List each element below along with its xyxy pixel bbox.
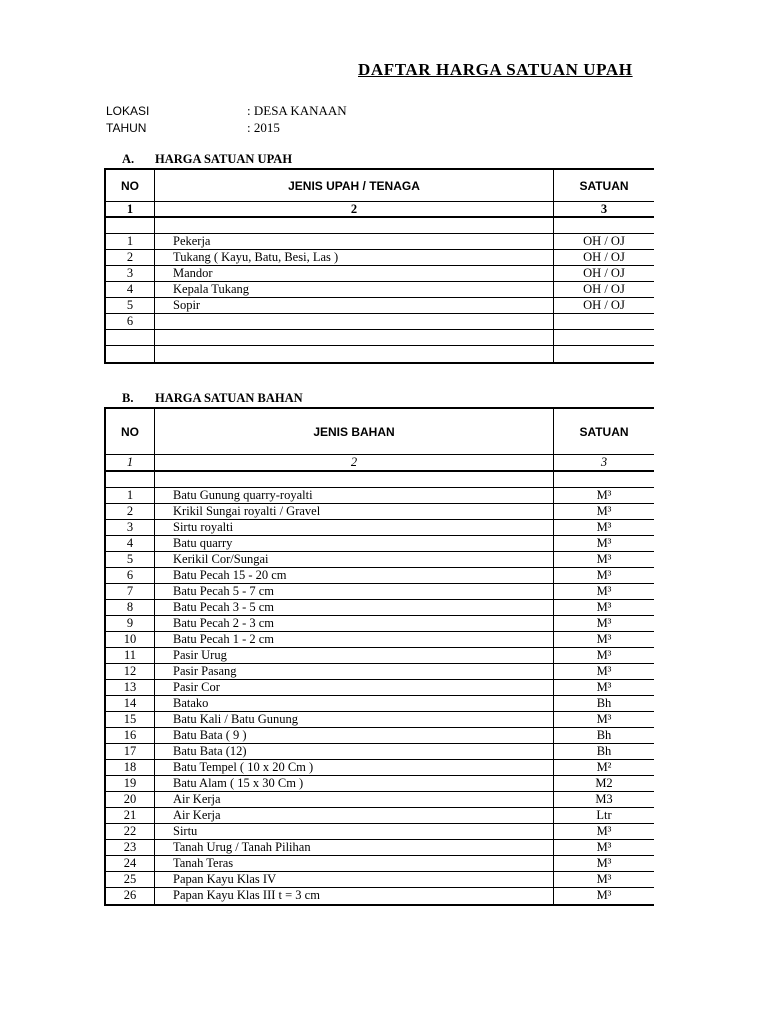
row-number: 2 [106,504,155,519]
row-name: Batu Pecah 2 - 3 cm [155,616,554,631]
table-row [106,792,654,808]
row-number: 17 [106,744,155,759]
table-row [106,520,654,536]
col-header-name: JENIS BAHAN [155,409,554,454]
row-unit: Bh [596,744,612,758]
row-number: 6 [106,314,155,329]
row-unit: M³ [596,824,612,838]
row-name: Kerikil Cor/Sungai [155,552,554,567]
row-number: 19 [106,776,155,791]
row-unit [554,314,654,329]
row-name: Batu Kali / Batu Gunung [155,712,554,727]
row-unit [554,346,654,362]
row-number: 4 [106,536,155,551]
row-unit: M³ [596,536,612,550]
row-name: Tukang ( Kayu, Batu, Besi, Las ) [155,250,554,265]
row-number: 21 [106,808,155,823]
row-number: 12 [106,664,155,679]
row-unit: M3 [595,792,613,806]
row-name [155,330,554,345]
table-header-row [106,409,654,455]
table-row [106,632,654,648]
column-number-row [106,455,654,472]
col-number: 1 [106,202,155,216]
row-number [106,330,155,345]
row-number: 6 [106,568,155,583]
row-number: 14 [106,696,155,711]
table-row [106,616,654,632]
table-row [106,856,654,872]
row-number: 22 [106,824,155,839]
row-name: Krikil Sungai royalti / Gravel [155,504,554,519]
row-unit: M³ [596,504,612,518]
row-name: Air Kerja [155,808,554,823]
row-unit: M³ [596,632,612,646]
table-row [106,696,654,712]
table-row [106,234,654,250]
row-name: Batu Pecah 15 - 20 cm [155,568,554,583]
row-unit: OH / OJ [583,250,625,264]
row-name: Tanah Teras [155,856,554,871]
col-number: 2 [155,202,554,216]
row-number: 13 [106,680,155,695]
table-row [106,872,654,888]
table-row [106,808,654,824]
table-row [106,536,654,552]
table-row [106,346,654,362]
row-unit: M² [596,760,612,774]
row-unit: M³ [596,872,612,886]
table-row [106,584,654,600]
section-letter: B. [122,391,134,405]
wage-rows [106,234,654,362]
row-number: 1 [106,488,155,503]
row-name: Kepala Tukang [155,282,554,297]
row-number: 15 [106,712,155,727]
row-unit [554,330,654,345]
table-row [106,728,654,744]
row-name: Air Kerja [155,792,554,807]
row-number [106,346,155,362]
table-header-row [106,170,654,202]
row-unit: Bh [596,728,612,742]
row-number: 24 [106,856,155,871]
row-name: Batu Bata (12) [155,744,554,759]
row-unit: M³ [596,648,612,662]
meta-label: TAHUN [106,121,147,135]
row-name: Pasir Cor [155,680,554,695]
col-number: 3 [600,202,608,216]
table-row [106,824,654,840]
row-number: 2 [106,250,155,265]
meta-value: : DESA KANAAN [247,103,347,118]
table-row [106,488,654,504]
row-name: Sirtu [155,824,554,839]
row-number: 4 [106,282,155,297]
row-unit: M³ [596,712,612,726]
col-header-unit: SATUAN [579,424,629,439]
row-unit: OH / OJ [583,282,625,296]
row-number: 3 [106,520,155,535]
row-unit: OH / OJ [583,234,625,248]
row-unit: M³ [596,680,612,694]
row-number: 18 [106,760,155,775]
row-unit: Ltr [596,808,612,822]
table-row [106,504,654,520]
row-number: 23 [106,840,155,855]
row-name: Sirtu royalti [155,520,554,535]
row-number: 25 [106,872,155,887]
col-header-no: NO [106,170,155,201]
row-unit: M³ [596,616,612,630]
table-row [106,282,654,298]
table-row [106,712,654,728]
col-number: 2 [155,455,554,470]
table-row [106,266,654,282]
table-row [106,298,654,314]
table-row [106,840,654,856]
row-unit: M2 [595,776,613,790]
row-unit: M³ [596,584,612,598]
row-unit: OH / OJ [583,266,625,280]
column-number-row [106,202,654,218]
row-name: Sopir [155,298,554,313]
row-name: Mandor [155,266,554,281]
row-number: 11 [106,648,155,663]
wage-table [104,168,654,364]
table-row [106,744,654,760]
section-title: HARGA SATUAN UPAH [155,152,293,166]
row-unit: M³ [596,856,612,870]
row-name: Batu Tempel ( 10 x 20 Cm ) [155,760,554,775]
row-name: Batu quarry [155,536,554,551]
meta-value: : 2015 [247,120,280,135]
table-row [106,680,654,696]
table-row [106,250,654,266]
meta-label: LOKASI [106,104,150,118]
row-number: 10 [106,632,155,647]
page-title: DAFTAR HARGA SATUAN UPAH [358,60,633,79]
col-header-unit: SATUAN [579,178,629,193]
row-name: Batu Alam ( 15 x 30 Cm ) [155,776,554,791]
row-name: Pasir Pasang [155,664,554,679]
row-number: 3 [106,266,155,281]
row-number: 20 [106,792,155,807]
row-unit: M³ [596,488,612,502]
row-name [155,314,554,329]
row-name: Tanah Urug / Tanah Pilihan [155,840,554,855]
row-name [155,346,554,362]
row-name: Batu Gunung quarry-royalti [155,488,554,503]
row-number: 9 [106,616,155,631]
table-row [106,648,654,664]
table-row [106,888,654,904]
spacer-row [106,218,654,234]
table-row [106,760,654,776]
row-name: Batu Pecah 5 - 7 cm [155,584,554,599]
row-unit: M³ [596,520,612,534]
row-name: Papan Kayu Klas IV [155,872,554,887]
table-row [106,600,654,616]
table-row [106,776,654,792]
row-name: Batu Bata ( 9 ) [155,728,554,743]
row-number: 1 [106,234,155,249]
col-header-name: JENIS UPAH / TENAGA [155,170,554,201]
col-number: 3 [600,455,608,469]
row-number: 5 [106,552,155,567]
table-row [106,552,654,568]
row-name: Batu Pecah 3 - 5 cm [155,600,554,615]
row-unit: OH / OJ [583,298,625,312]
row-name: Pekerja [155,234,554,249]
table-row [106,314,654,330]
row-name: Batako [155,696,554,711]
row-unit: M³ [596,888,612,902]
row-unit: M³ [596,552,612,566]
row-unit: M³ [596,568,612,582]
material-rows [106,488,654,904]
row-unit: M³ [596,600,612,614]
row-number: 26 [106,888,155,904]
section-title: HARGA SATUAN BAHAN [155,391,303,405]
row-unit: M³ [596,664,612,678]
row-name: Papan Kayu Klas III t = 3 cm [155,888,554,904]
row-number: 16 [106,728,155,743]
row-name: Batu Pecah 1 - 2 cm [155,632,554,647]
table-row [106,330,654,346]
row-number: 8 [106,600,155,615]
table-row [106,664,654,680]
section-letter: A. [122,152,135,166]
row-number: 7 [106,584,155,599]
row-name: Pasir Urug [155,648,554,663]
material-table [104,407,654,906]
spacer-row [106,472,654,488]
row-unit: M³ [596,840,612,854]
col-header-no: NO [106,409,155,454]
table-row [106,568,654,584]
row-unit: Bh [596,696,612,710]
row-number: 5 [106,298,155,313]
col-number: 1 [106,455,155,470]
